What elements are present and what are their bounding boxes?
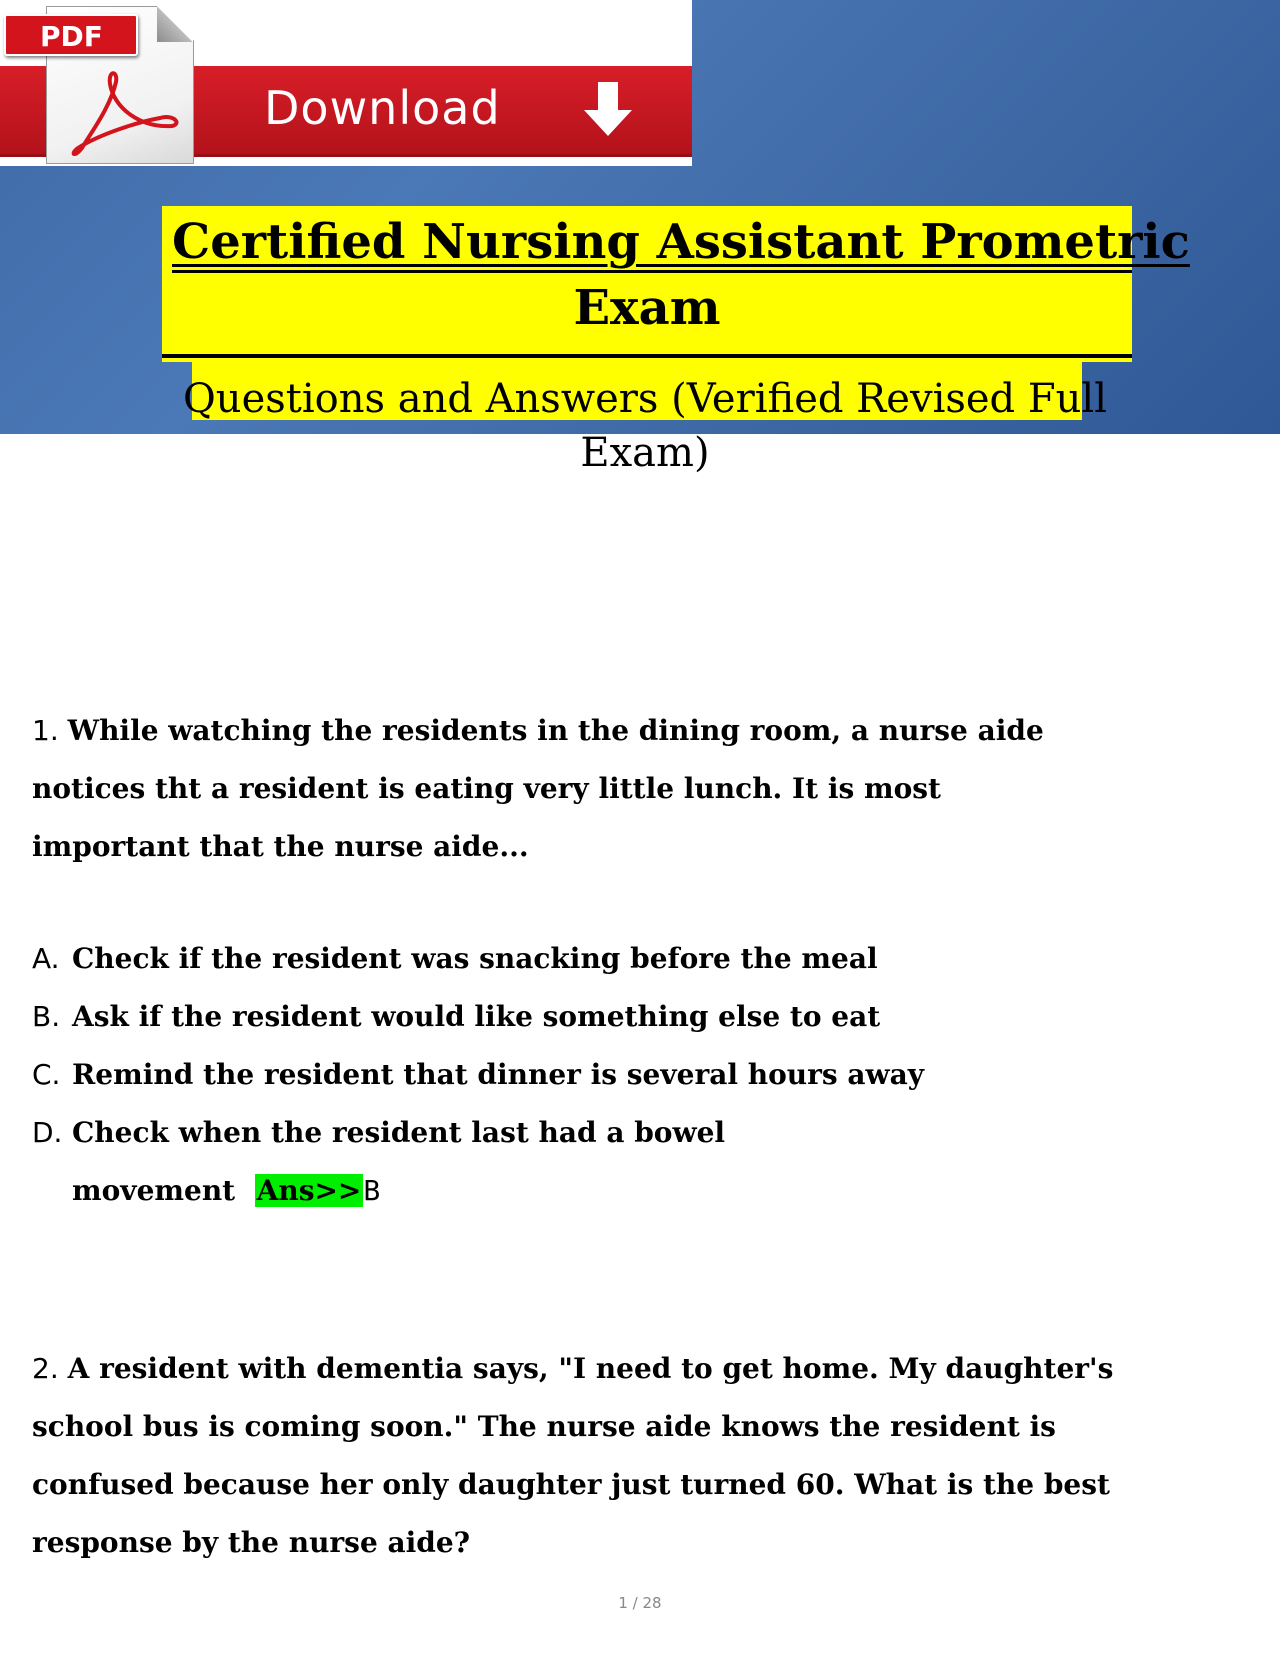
acrobat-logo-icon (60, 64, 180, 156)
answer-value: B (363, 1174, 381, 1207)
option-text-continued: movement (72, 1174, 236, 1207)
pdf-tag: PDF (4, 14, 138, 56)
question-number: 1. (32, 714, 59, 747)
question-text-line3: important that the nurse aide... (32, 830, 529, 863)
document-title: Certified Nursing Assistant Prometric (172, 214, 1190, 270)
question-2 (32, 1340, 1232, 1572)
option-text: Remind the resident that dinner is several hours away (72, 1058, 925, 1091)
question-text-line2: notices tht a resident is eating very little lunch. It is most (32, 772, 941, 805)
option-a (32, 930, 1232, 988)
question-text-line1: A resident with dementia says, "I need to get home. My daughter's (67, 1352, 1114, 1385)
download-arrow-icon[interactable] (582, 82, 634, 138)
download-label[interactable]: Download (264, 81, 501, 135)
option-letter: A. (32, 942, 60, 975)
option-text: Check if the resident was snacking before the meal (72, 942, 878, 975)
option-text: Ask if the resident would like something else to eat (72, 1000, 881, 1033)
question-text-line4: response by the nurse aide? (32, 1526, 471, 1559)
document-title-line2: Exam (573, 280, 721, 336)
title-bottom-rule (162, 354, 1132, 358)
page-indicator: 1 / 28 (618, 1594, 662, 1612)
question-text-line1: While watching the residents in the dining room, a nurse aide (67, 714, 1044, 747)
question-text-line2: school bus is coming soon." The nurse aide knows the resident is (32, 1410, 1056, 1443)
question-number: 2. (32, 1352, 59, 1385)
option-text: Check when the resident last had a bowel (72, 1116, 726, 1149)
question-1 (32, 702, 1232, 876)
question-text-line3: confused because her only daughter just turned 60. What is the best (32, 1468, 1110, 1501)
option-b (32, 988, 1232, 1046)
option-d (32, 1104, 1232, 1220)
option-c (32, 1046, 1232, 1104)
question-1-options (32, 930, 1232, 1220)
option-letter: B. (32, 1000, 61, 1033)
option-letter: C. (32, 1058, 61, 1091)
option-letter: D. (32, 1116, 63, 1149)
subtitle-line2: Exam) (580, 430, 710, 476)
document-subtitle (150, 372, 1140, 480)
subtitle-line1: Questions and Answers (Verified Revised Full (183, 376, 1107, 422)
answer-label: Ans>> (256, 1174, 362, 1207)
page-fold-icon (157, 6, 193, 42)
pdf-download-banner[interactable] (0, 0, 692, 166)
